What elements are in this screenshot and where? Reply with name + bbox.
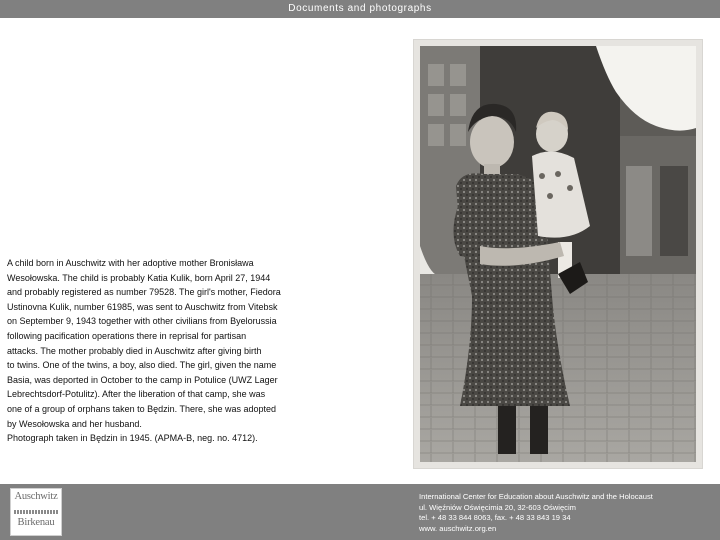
logo-bottom-word: Birkenau (17, 517, 55, 528)
photo-caption (7, 256, 327, 446)
caption-line: Photograph taken in Będzin in 1945. (APMA-B, neg. no. 4712). (7, 433, 258, 444)
footer-bar (0, 484, 720, 540)
contact-line-website: www. auschwitz.org.en (419, 523, 497, 533)
caption-line: A child born in Auschwitz with her adoptive mother Bronisława (7, 258, 254, 268)
logo-top-word: Auschwitz (14, 491, 58, 502)
caption-line: to twins. One of the twins, a boy, also died. The girl, given the name (7, 360, 277, 371)
caption-line: one of a group of orphans taken to Będzin. There, she was adopted (7, 403, 277, 414)
contact-line-address: ul. Więźniów Oświęcimia 20, 32-603 Oświęcim (419, 502, 576, 512)
auschwitz-birkenau-logo (10, 488, 62, 536)
contact-line-phone: tel. + 48 33 844 8063, fax. + 48 33 843 19 34 (419, 513, 571, 522)
logo-rule (14, 510, 58, 514)
contact-line-organization: International Center for Education about Auschwitz and the Holocaust (419, 492, 653, 501)
photograph-image (420, 46, 696, 462)
historical-photograph (414, 40, 702, 468)
caption-line: and probably registered as number 79528. The girl's mother, Fiedora (7, 287, 281, 298)
contact-info (419, 492, 715, 534)
page-title: Documents and photographs (288, 3, 432, 14)
caption-line: attacks. The mother probably died in Auschwitz after giving birth (7, 345, 262, 356)
caption-line: Ustinovna Kulik, number 61985, was sent to Auschwitz from Vitebsk (7, 301, 278, 312)
caption-line: following pacification operations there in reprisal for partisan (7, 330, 247, 341)
caption-line: by Wesołowska and her husband. (7, 418, 142, 429)
caption-line: on September 9, 1943 together with other civilians from Byelorussia (7, 316, 277, 327)
header-bar (0, 0, 720, 18)
caption-line: Basia, was deported in October to the camp in Potulice (UWZ Lager (7, 374, 278, 385)
caption-line: Wesołowska. The child is probably Katia Kulik, born April 27, 1944 (7, 272, 271, 283)
caption-line: Lebrechtsdorf-Potulitz). After the liberation of that camp, she was (7, 389, 266, 400)
